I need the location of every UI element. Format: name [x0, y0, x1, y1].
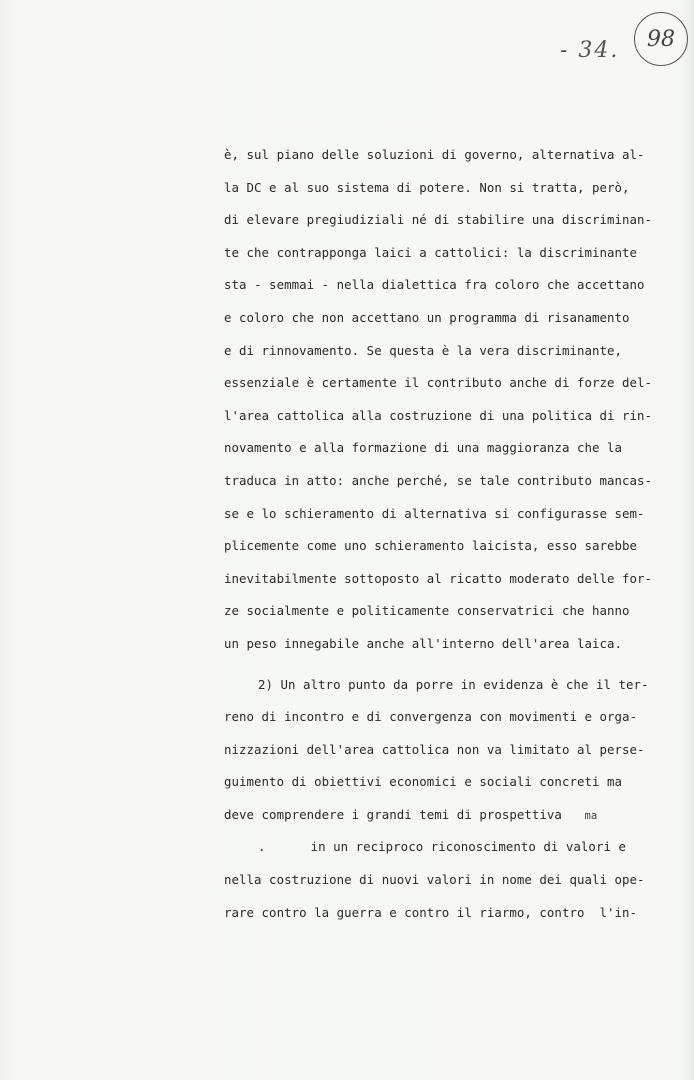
text-line: di elevare pregiudiziali né di stabilire una discriminan- [224, 212, 653, 228]
text-line: ze socialmente e politicamente conservatrici che hanno [224, 603, 630, 619]
text-line-with-note [224, 799, 624, 832]
text-line: rare contro la guerra e contro il riarmo, contro l'in- [224, 904, 638, 920]
text-line: inevitabilmente sottoposto al ricatto moderato delle for- [224, 570, 653, 586]
text-line-content: deve comprendere i grandi temi di prospettiva [224, 806, 562, 822]
text-line: te che contrapponga laici a cattolici: la discriminante [224, 244, 638, 260]
text-line: sta - semmai - nella dialettica fra coloro che accettano [224, 277, 645, 293]
page-number: - 34. [560, 38, 620, 63]
paragraph-2 [224, 669, 649, 930]
text-line: essenziale è certamente il contributo anche di forze del- [224, 375, 653, 391]
text-line: nizzazioni dell'area cattolica non va limitato al perse- [224, 741, 645, 757]
body-text [224, 139, 653, 929]
text-line: se e lo schieramento di alternativa si configurasse sem- [224, 505, 645, 521]
text-line: plicemente come uno schieramento laicista, esso sarebbe [224, 538, 638, 554]
text-line: novamento e alla formazione di una maggioranza che la [224, 440, 623, 456]
archive-stamp: 98 [634, 12, 688, 66]
text-line: traduca in atto: anche perché, se tale contributo mancas- [224, 472, 653, 488]
text-line: nella costruzione di nuovi valori in nome dei quali ope- [224, 872, 645, 888]
text-line: . in un reciproco riconoscimento di valori e [258, 839, 626, 855]
text-line: e coloro che non accettano un programma di risanamento [224, 309, 630, 325]
text-line: è, sul piano delle soluzioni di governo, alternativa al- [224, 147, 645, 162]
paragraph-1 [224, 139, 653, 661]
paragraph-gap [224, 661, 624, 669]
text-line: l'area cattolica alla costruzione di una politica di rin- [224, 407, 653, 423]
text-line: un peso innegabile anche all'interno dell'area laica. [224, 635, 623, 651]
text-line: reno di incontro e di convergenza con movimenti e orga- [224, 709, 638, 725]
text-line: la DC e al suo sistema di potere. Non si tratta, però, [224, 179, 630, 195]
margin-note: ma [584, 809, 598, 822]
text-line: e di rinnovamento. Se questa è la vera discriminante, [224, 342, 623, 358]
text-line: 2) Un altro punto da porre in evidenza è che il ter- [258, 676, 649, 692]
text-line: guimento di obiettivi economici e sociali concreti ma [224, 774, 623, 790]
